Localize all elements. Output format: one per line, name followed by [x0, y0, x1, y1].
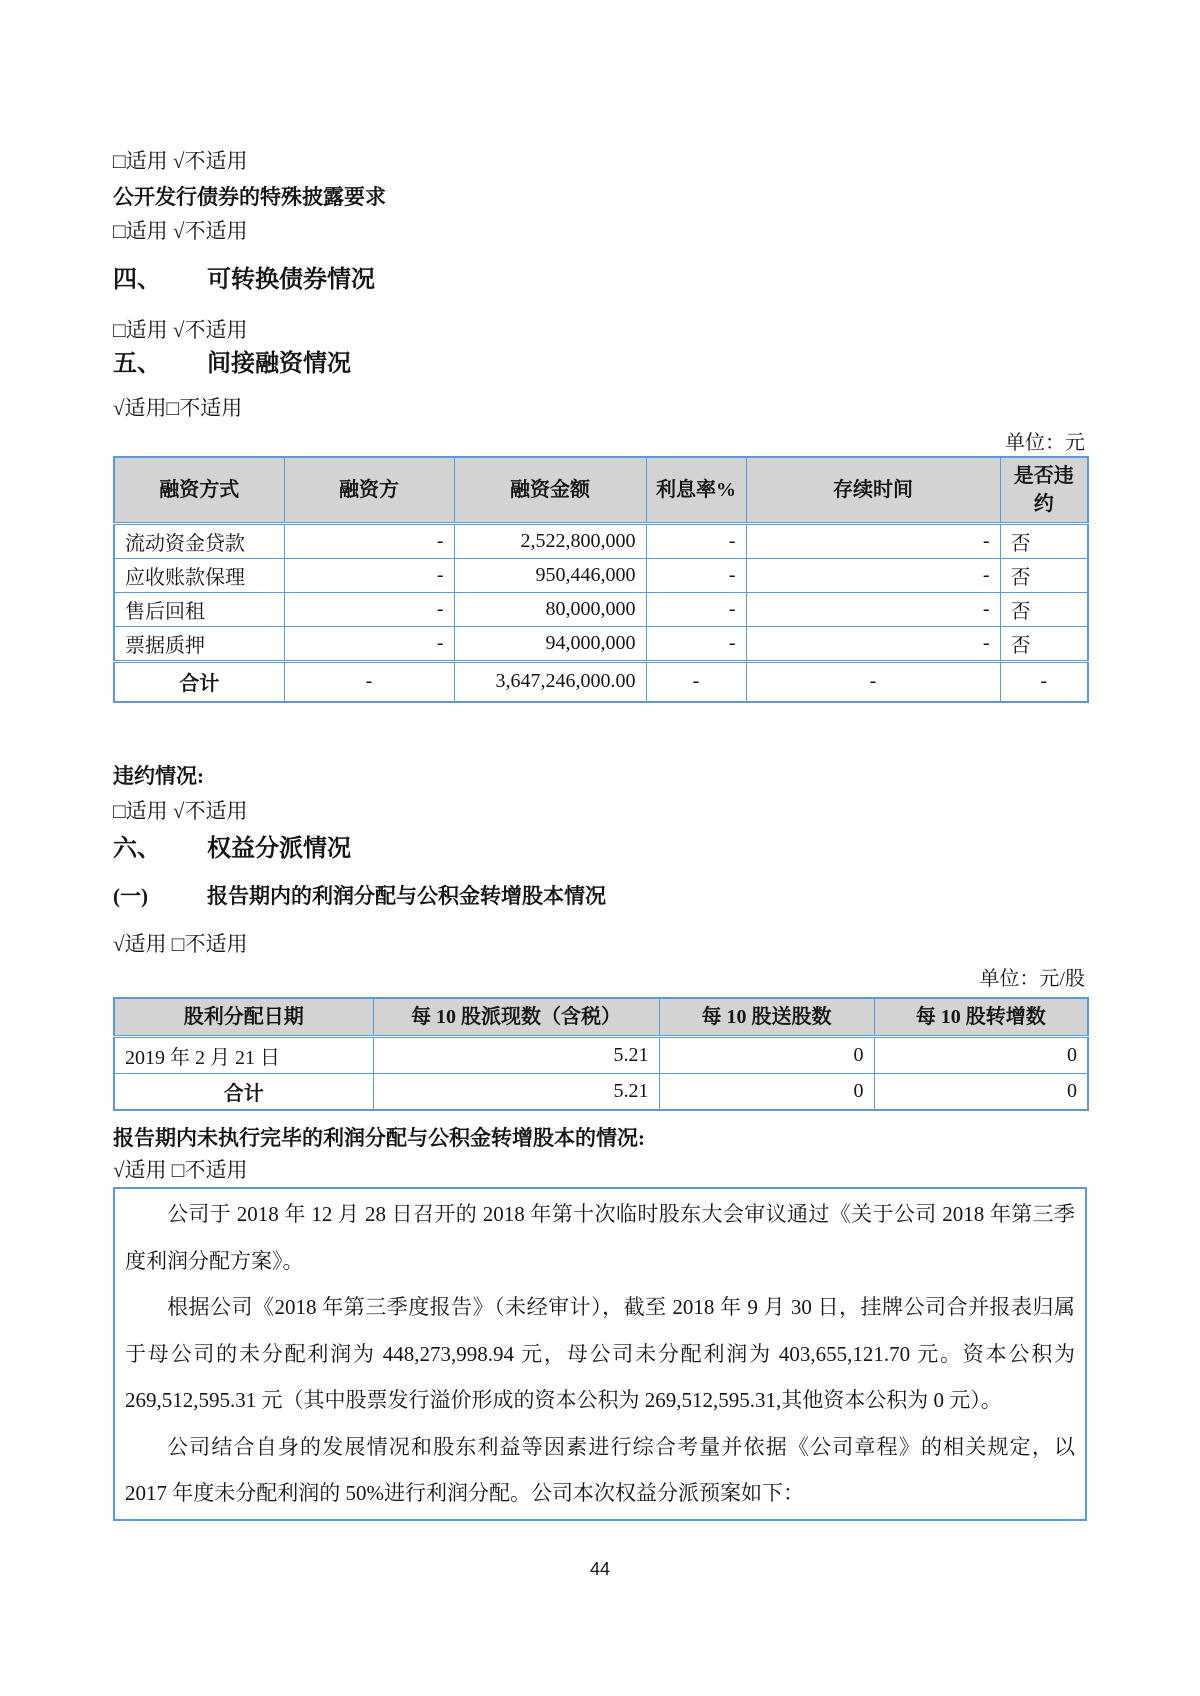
table-cell: 950,446,000 — [454, 559, 646, 593]
table-cell: - — [746, 559, 1000, 593]
applicable-line: √适用 □不适用 — [113, 1158, 248, 1182]
table-cell: 否 — [1000, 593, 1088, 627]
section-heading-indirect-financing — [113, 351, 1087, 377]
applicable-line: √适用 □不适用 — [113, 931, 248, 956]
subsection-number: (一) — [113, 883, 148, 908]
column-header: 每 10 股派现数（含税） — [373, 998, 659, 1037]
applicable-line: □适用 √不适用 — [113, 798, 248, 823]
unit-label: 单位：元/股 — [979, 967, 1085, 990]
table-cell: 票据质押 — [114, 627, 284, 662]
table-cell: 0 — [659, 1036, 874, 1073]
note-paragraph: 公司于 2018 年 12 月 28 日召开的 2018 年第十次临时股东大会审议通过《关于公司 2018 年第三季度利润分配方案》。 — [125, 1202, 1075, 1273]
table-cell: 5.21 — [373, 1036, 659, 1073]
unit-label: 单位：元 — [1005, 432, 1085, 454]
section-number: 四、 — [113, 267, 161, 293]
dividend-table-header-row — [114, 998, 1088, 1037]
table-cell: 2,522,800,000 — [454, 524, 646, 559]
note-paragraph: 公司结合自身的发展情况和股东利益等因素进行综合考量并依据《公司章程》的相关规定，以 2017 年度未分配利润的 50%进行利润分配。公司本次权益分派预案如下： — [125, 1434, 1075, 1505]
table-cell: 合计 — [114, 1073, 373, 1110]
section-heading-equity-distribution — [113, 836, 1087, 862]
table-cell: 2019 年 2 月 21 日 — [114, 1036, 373, 1073]
table-cell: - — [646, 662, 746, 702]
table-cell: - — [746, 593, 1000, 627]
section-title: 间接融资情况 — [207, 351, 351, 377]
table-total-row — [114, 1073, 1088, 1110]
table-cell: 0 — [874, 1036, 1088, 1073]
table-cell: 0 — [659, 1073, 874, 1110]
table-cell: - — [646, 559, 746, 593]
financing-table — [113, 456, 1089, 703]
applicable-line: □适用 √不适用 — [113, 149, 248, 173]
table-cell: - — [284, 559, 454, 593]
table-cell: - — [646, 627, 746, 662]
column-header: 融资金额 — [454, 457, 646, 524]
section-number: 六、 — [113, 835, 161, 862]
table-cell: 0 — [874, 1073, 1088, 1110]
section-heading-convertible-bonds — [113, 267, 1087, 293]
table-cell: - — [746, 627, 1000, 662]
section-number: 五、 — [113, 351, 161, 377]
subsection-title: 报告期内的利润分配与公积金转增股本情况 — [207, 883, 606, 908]
table-cell: - — [284, 524, 454, 559]
page-number: 44 — [589, 1558, 611, 1579]
column-header: 融资方 — [284, 457, 454, 524]
table-cell: - — [284, 662, 454, 702]
table-cell: 售后回租 — [114, 593, 284, 627]
table-total-row — [114, 662, 1088, 702]
bond-disclosure-title: 公开发行债券的特殊披露要求 — [113, 185, 386, 209]
applicable-line: √适用□不适用 — [113, 396, 243, 420]
section-title: 权益分派情况 — [207, 835, 351, 862]
applicable-line: □适用 √不适用 — [113, 219, 248, 243]
subsection-heading-profit-distribution — [113, 885, 1087, 907]
table-cell: - — [1000, 662, 1088, 702]
table-cell: 否 — [1000, 524, 1088, 559]
table-row — [114, 1036, 1088, 1073]
table-row — [114, 524, 1088, 559]
dividend-table — [113, 997, 1089, 1112]
unfinished-distribution-title: 报告期内未执行完毕的利润分配与公积金转增股本的情况: — [113, 1126, 645, 1150]
table-cell: 应收账款保理 — [114, 559, 284, 593]
table-cell: 5.21 — [373, 1073, 659, 1110]
column-header: 每 10 股转增数 — [874, 998, 1088, 1037]
applicable-line: □适用 √不适用 — [113, 318, 248, 342]
financing-table-header-row — [114, 457, 1088, 524]
note-paragraph: 根据公司《2018 年第三季度报告》（未经审计），截至 2018 年 9 月 30 日，挂牌公司合并报表归属于母公司的未分配利润为 448,273,998.94 元，母公司未分配利润为 403,655,121.70 元。资本公积为 269,512,595.31 元（其中股票发行溢价形成的资本公积为 269,512,595.31,其他资本公积为 0 元）。 — [125, 1295, 1075, 1412]
table-cell: 否 — [1000, 559, 1088, 593]
table-cell: 3,647,246,000.00 — [454, 662, 646, 702]
section-title: 可转换债券情况 — [207, 267, 375, 293]
table-cell: 80,000,000 — [454, 593, 646, 627]
table-cell: 否 — [1000, 627, 1088, 662]
table-row — [114, 627, 1088, 662]
table-cell: 合计 — [114, 662, 284, 702]
table-row — [114, 559, 1088, 593]
default-status-label: 违约情况: — [113, 763, 204, 788]
table-cell: - — [646, 593, 746, 627]
table-cell: - — [746, 662, 1000, 702]
column-header: 利息率% — [646, 457, 746, 524]
page-content — [113, 0, 1087, 1579]
table-cell: - — [646, 524, 746, 559]
column-header: 是否违约 — [1000, 457, 1088, 524]
table-cell: - — [284, 593, 454, 627]
column-header: 每 10 股送股数 — [659, 998, 874, 1037]
table-cell: - — [284, 627, 454, 662]
table-row — [114, 593, 1088, 627]
table-cell: 流动资金贷款 — [114, 524, 284, 559]
column-header: 融资方式 — [114, 457, 284, 524]
table-cell: 94,000,000 — [454, 627, 646, 662]
column-header: 股利分配日期 — [114, 998, 373, 1037]
column-header: 存续时间 — [746, 457, 1000, 524]
table-cell: - — [746, 524, 1000, 559]
note-box — [113, 1187, 1087, 1521]
